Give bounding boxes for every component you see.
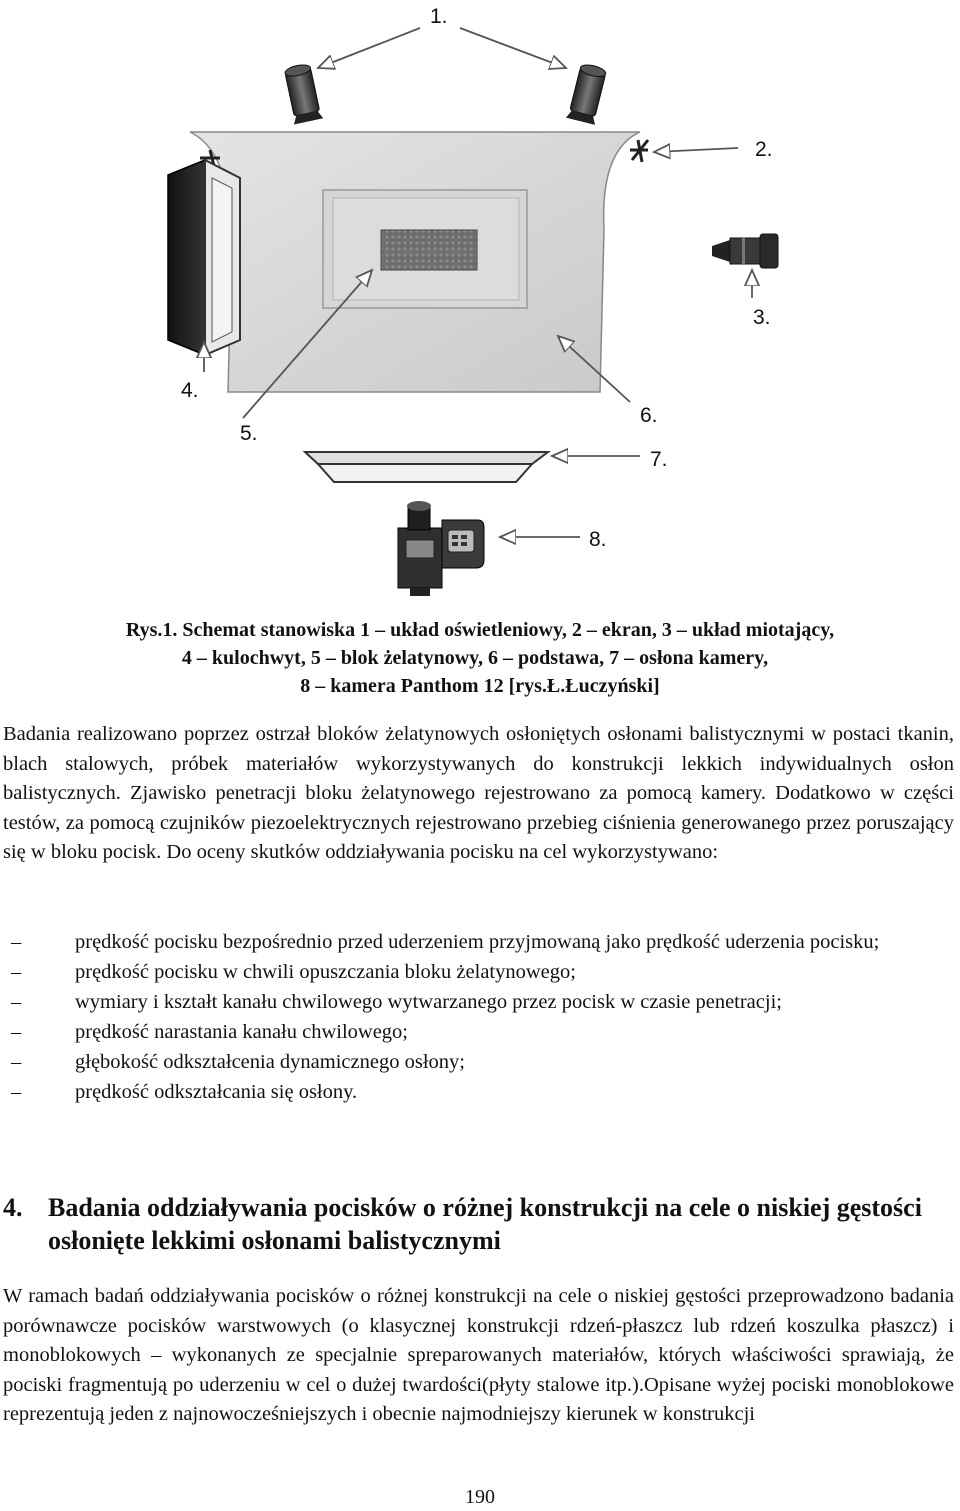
camera xyxy=(398,501,484,596)
page-number: 190 xyxy=(465,1486,495,1508)
figure-label-2: 2. xyxy=(755,138,773,161)
list-item-text: głębokość odkształcenia dynamicznego osłony; xyxy=(75,1051,465,1073)
list-dash: – xyxy=(11,1021,22,1043)
list-item xyxy=(3,1047,954,1077)
lighting-lamp-left xyxy=(282,63,323,125)
list-dash: – xyxy=(11,961,22,983)
list-item xyxy=(3,1077,954,1107)
list-item xyxy=(3,987,954,1017)
figure-label-5: 5. xyxy=(240,422,258,445)
base-and-camera-shield xyxy=(305,452,548,482)
list-dash: – xyxy=(11,1081,22,1103)
test-stand-schematic xyxy=(0,0,960,600)
evaluation-criteria-list xyxy=(3,927,954,1107)
list-item-text: wymiary i kształt kanału chwilowego wytwarzanego przez pocisk w czasie penetracji; xyxy=(75,991,782,1013)
launcher xyxy=(712,234,778,268)
figure-label-3: 3. xyxy=(753,306,771,329)
list-item-text: prędkość pocisku w chwili opuszczania bloku żelatynowego; xyxy=(75,961,576,983)
figure-label-8: 8. xyxy=(589,528,607,551)
list-item-text: prędkość odkształcania się osłony. xyxy=(75,1081,358,1103)
figure-caption-line-2: 4 – kulochwyt, 5 – blok żelatynowy, 6 – podstawa, 7 – osłona kamery, xyxy=(181,647,769,669)
figure-label-7: 7. xyxy=(650,448,668,471)
list-dash: – xyxy=(11,1051,22,1073)
figure-label-4: 4. xyxy=(181,379,199,402)
lighting-lamp-right xyxy=(566,62,609,125)
list-item-text: prędkość pocisku bezpośrednio przed uderzeniem przyjmowaną jako prędkość uderzenia pocisku; xyxy=(75,931,880,953)
figure-label-6: 6. xyxy=(640,404,658,427)
section-number: 4. xyxy=(3,1193,23,1222)
section-title: Badania oddziaływania pocisków o różnej konstrukcji na cele o niskiej gęstości osłonięte lekkimi osłonami balistycznymi xyxy=(48,1193,922,1255)
list-item xyxy=(3,1017,954,1047)
figure-caption-line-3: 8 – kamera Panthom 12 [rys.Ł.Łuczyński] xyxy=(300,675,660,697)
bullet-trap xyxy=(168,160,240,355)
list-dash: – xyxy=(11,931,22,953)
body-paragraph-2: W ramach badań oddziaływania pocisków o różnej konstrukcji na cele o niskiej gęstości przeprowadzono badania porównawcze pocisków warstwowych (o klasycznej konstrukcji rdzeń-płaszcz lub rdzeń koszulka płaszcz) i monoblokowych – wykonanych ze specjalnie spreparowanych materiałów, których właściwości sprawiają, że pociski fragmentują po uderzeniu w cel o dużej twardości(płyty stalowe itp.).Opisane wyżej pociski monoblokowe reprezentują jeden z najnowocześniejszych i obecnie najmodniejszy kierunek w konstrukcji xyxy=(3,1285,954,1426)
screen xyxy=(190,132,640,392)
figure-label-1: 1. xyxy=(430,5,448,28)
figure-caption-line-1: Rys.1. Schemat stanowiska 1 – układ oświetleniowy, 2 – ekran, 3 – układ miotający, xyxy=(125,619,835,641)
list-dash: – xyxy=(11,991,22,1013)
body-paragraph-1: Badania realizowano poprzez ostrzał bloków żelatynowych osłoniętych osłonami balistycznymi w postaci tkanin, blach stalowych, próbek materiałów wykorzystywanych do konstrukcji lekkich indywidualnych osłon balistycznych. Zjawisko penetracji bloku żelatynowego rejestrowano za pomocą kamery. Dodatkowo w części testów, za pomocą czujników piezoelektrycznych rejestrowano przebieg ciśnienia generowanego przez poruszający się w bloku pocisk. Do oceny skutków oddziaływania pocisku na cel wykorzystywano: xyxy=(3,723,954,864)
list-item-text: prędkość narastania kanału chwilowego; xyxy=(75,1021,409,1043)
list-item xyxy=(3,927,954,957)
list-item xyxy=(3,957,954,987)
gelatin-block xyxy=(381,230,477,270)
